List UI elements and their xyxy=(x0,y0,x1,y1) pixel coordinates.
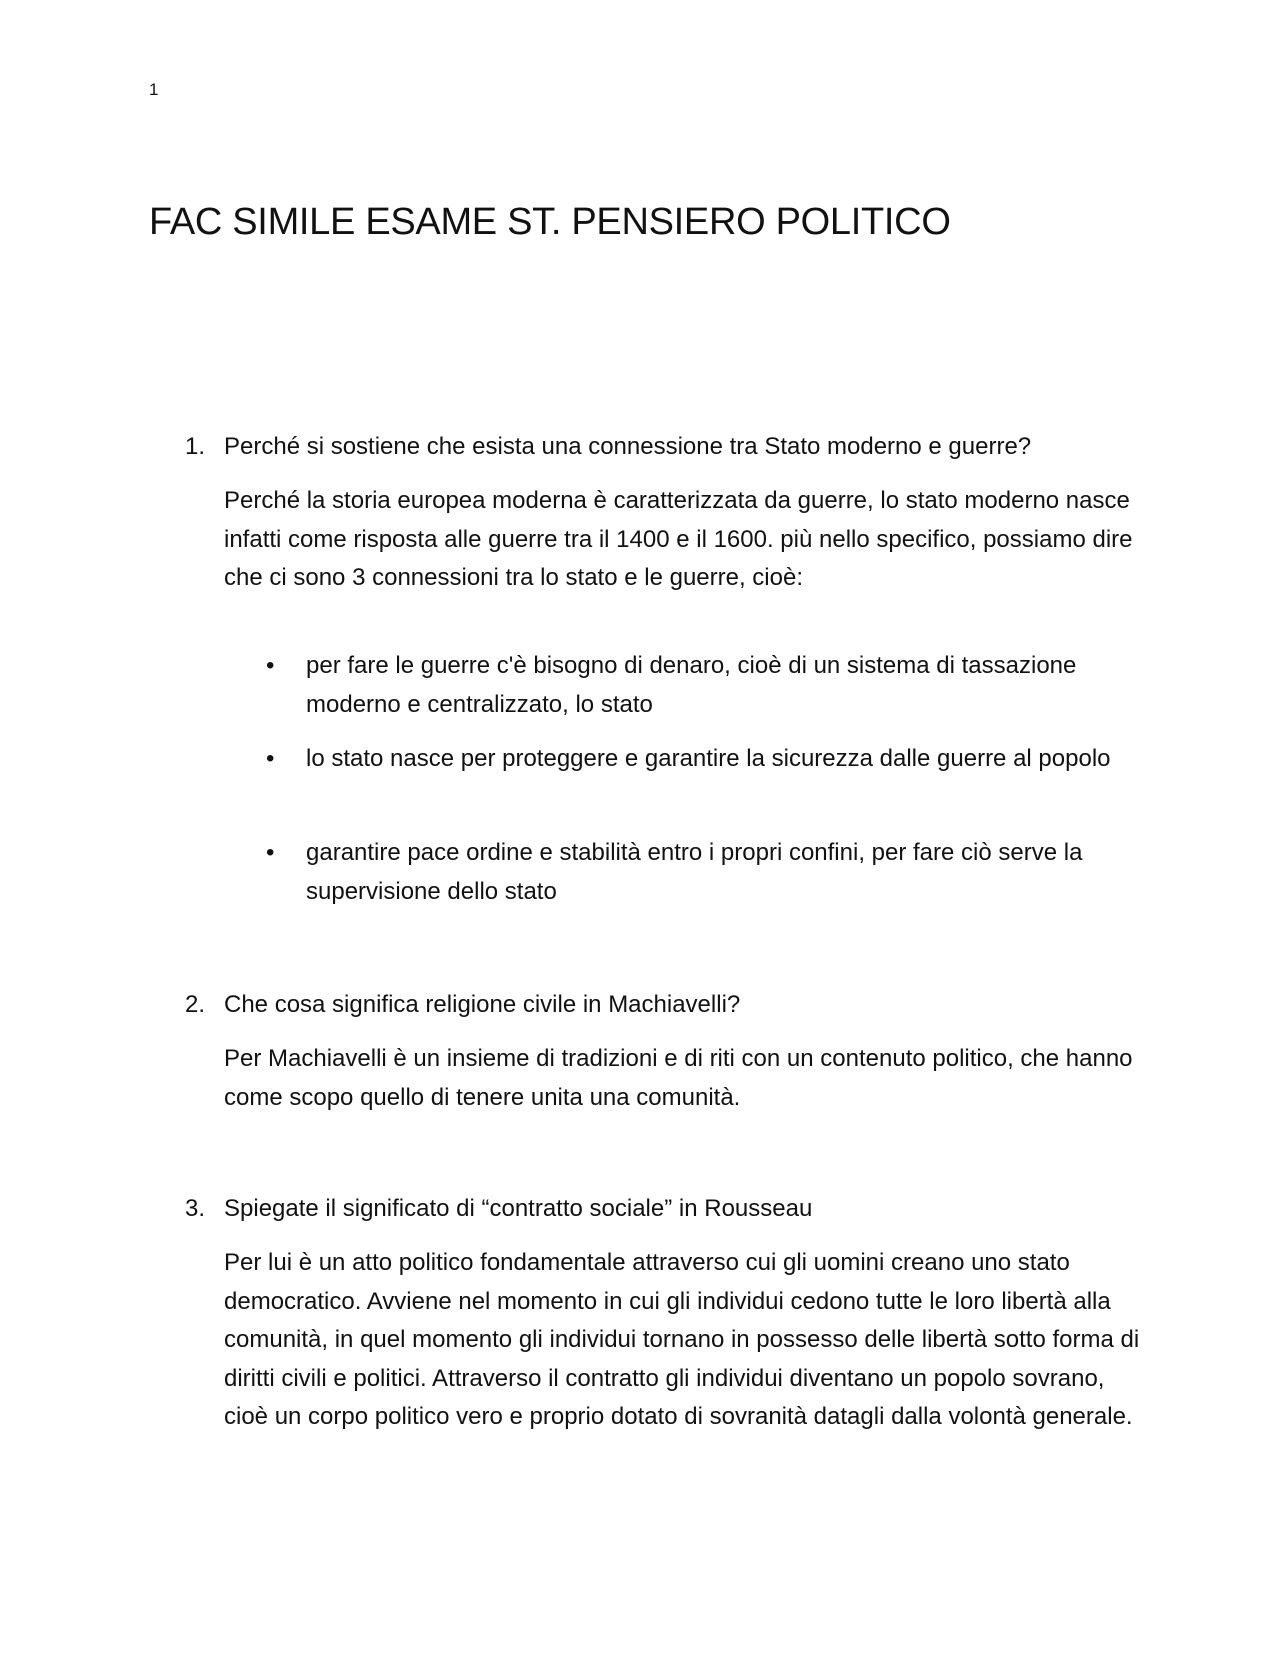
bullet-text: per fare le guerre c'è bisogno di denaro, cioè di un sistema di tassazione moderno e centralizzato, lo stato xyxy=(306,652,1077,718)
question-text: Che cosa significa religione civile in Machiavelli? xyxy=(224,991,741,1018)
bullet-marker: • xyxy=(266,652,275,679)
question-text: Spiegate il significato di “contratto sociale” in Rousseau xyxy=(224,1195,813,1222)
answer-text: Per Machiavelli è un insieme di tradizioni e di riti con un contenuto politico, che hanno come scopo quello di tenere unita una comunità. xyxy=(224,1045,1133,1111)
answer-text: Perché la storia europea moderna è caratterizzata da guerre, lo stato moderno nasce infatti come risposta alle guerre tra il 1400 e il 1600. più nello specifico, possiamo dire che ci sono 3 connessioni tra lo stato e le guerre, cioè: xyxy=(224,487,1133,591)
page-number: 1 xyxy=(149,80,159,99)
bullet-text: garantire pace ordine e stabilità entro i propri confini, per fare ciò serve la supervisione dello stato xyxy=(306,839,1083,905)
answer-text: Per lui è un atto politico fondamentale attraverso cui gli uomini creano uno stato democratico. Avviene nel momento in cui gli individui cedono tutte le loro libertà alla comunità, in quel momento gli individui tornano in possesso delle libertà sotto forma di diritti civili e politici. Attraverso il contratto gli individui diventano un popolo sovrano, cioè un corpo politico vero e proprio dotato di sovranità datagli dalla volontà generale. xyxy=(224,1249,1140,1430)
question-number: 3. xyxy=(185,1195,206,1222)
bullet-text: lo stato nasce per proteggere e garantire la sicurezza dalle guerre al popolo xyxy=(306,745,1111,772)
question-text: Perché si sostiene che esista una connessione tra Stato moderno e guerre? xyxy=(224,433,1032,460)
bullet-marker: • xyxy=(266,839,275,866)
document-title: FAC SIMILE ESAME ST. PENSIERO POLITICO xyxy=(149,201,951,243)
question-number: 1. xyxy=(185,433,206,460)
bullet-marker: • xyxy=(266,745,275,772)
question-number: 2. xyxy=(185,991,206,1018)
